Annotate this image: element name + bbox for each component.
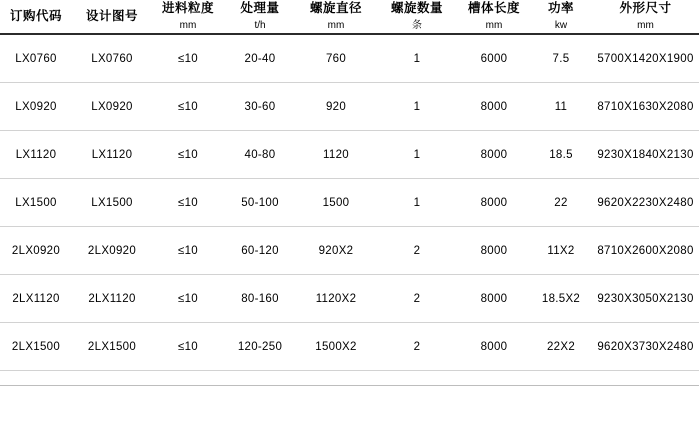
column-header-title: 螺旋直径	[309, 1, 362, 15]
cell-spiral-diameter: 760	[296, 34, 376, 83]
cell-trough-length: 8000	[458, 131, 530, 179]
cell-capacity: 50-100	[224, 179, 296, 227]
cell-trough-length: 6000	[458, 34, 530, 83]
cell-order-code: 2LX0920	[0, 227, 72, 275]
column-header-trough-length	[458, 0, 530, 34]
cell-dimensions: 9620X3730X2480	[592, 323, 699, 371]
table-row	[0, 323, 699, 371]
column-header-title: 螺旋数量	[390, 1, 443, 15]
column-header-spiral-count	[376, 0, 458, 34]
cell-trough-length: 8000	[458, 275, 530, 323]
column-header-title: 设计图号	[85, 8, 138, 23]
cell-spiral-count: 2	[376, 323, 458, 371]
table-header-row	[0, 0, 699, 34]
column-header-unit: mm	[327, 20, 345, 31]
cell-power: 18.5	[530, 131, 592, 179]
table-row	[0, 34, 699, 83]
cell-power: 22X2	[530, 323, 592, 371]
column-header-order-code	[0, 0, 72, 34]
cell-dimensions: 8710X1630X2080	[592, 83, 699, 131]
cell-feed-size: ≤10	[152, 179, 224, 227]
column-header-title: 处理量	[240, 1, 280, 15]
cell-drawing-number: LX0760	[72, 34, 152, 83]
cell-order-code: 2LX1120	[0, 275, 72, 323]
cell-spiral-count: 1	[376, 179, 458, 227]
column-header-unit: kw	[554, 20, 568, 31]
table-row	[0, 131, 699, 179]
cell-spiral-count: 1	[376, 131, 458, 179]
table-row	[0, 227, 699, 275]
column-header-dimensions	[592, 0, 699, 34]
cell-capacity: 80-160	[224, 275, 296, 323]
cell-order-code: 2LX1500	[0, 323, 72, 371]
column-header-title: 槽体长度	[467, 1, 520, 15]
column-header-capacity	[224, 0, 296, 34]
cell-order-code: LX1120	[0, 131, 72, 179]
table-row	[0, 83, 699, 131]
cell-spiral-count: 1	[376, 83, 458, 131]
column-header-feed-size	[152, 0, 224, 34]
column-header-drawing-number	[72, 0, 152, 34]
cell-spiral-diameter: 1120X2	[296, 275, 376, 323]
cell-drawing-number: 2LX1120	[72, 275, 152, 323]
cell-order-code: LX0920	[0, 83, 72, 131]
cell-drawing-number: 2LX1500	[72, 323, 152, 371]
cell-feed-size: ≤10	[152, 227, 224, 275]
cell-feed-size: ≤10	[152, 275, 224, 323]
cell-dimensions: 8710X2600X2080	[592, 227, 699, 275]
table-row	[0, 275, 699, 323]
column-header-spiral-diameter	[296, 0, 376, 34]
cell-spiral-diameter: 920X2	[296, 227, 376, 275]
table-header	[0, 0, 699, 34]
cell-drawing-number: LX1120	[72, 131, 152, 179]
cell-trough-length: 8000	[458, 83, 530, 131]
cell-capacity: 120-250	[224, 323, 296, 371]
column-header-title: 功率	[547, 1, 574, 15]
cell-spiral-count: 1	[376, 34, 458, 83]
cell-feed-size: ≤10	[152, 131, 224, 179]
cell-spiral-diameter: 1500X2	[296, 323, 376, 371]
cell-feed-size: ≤10	[152, 83, 224, 131]
cell-power: 22	[530, 179, 592, 227]
column-header-unit: mm	[179, 20, 197, 31]
column-header-unit: t/h	[254, 20, 266, 31]
table-row	[0, 179, 699, 227]
bottom-divider	[0, 385, 699, 386]
cell-dimensions: 5700X1420X1900	[592, 34, 699, 83]
cell-power: 18.5X2	[530, 275, 592, 323]
cell-dimensions: 9230X1840X2130	[592, 131, 699, 179]
column-header-power	[530, 0, 592, 34]
cell-trough-length: 8000	[458, 179, 530, 227]
cell-capacity: 40-80	[224, 131, 296, 179]
cell-dimensions: 9620X2230X2480	[592, 179, 699, 227]
column-header-title: 进料粒度	[161, 1, 214, 15]
cell-trough-length: 8000	[458, 227, 530, 275]
column-header-title: 外形尺寸	[619, 1, 672, 15]
column-header-unit: mm	[485, 20, 503, 31]
cell-drawing-number: LX0920	[72, 83, 152, 131]
column-header-unit: mm	[637, 20, 654, 31]
column-header-unit: 条	[412, 20, 422, 31]
cell-drawing-number: LX1500	[72, 179, 152, 227]
cell-feed-size: ≤10	[152, 34, 224, 83]
cell-spiral-diameter: 1500	[296, 179, 376, 227]
cell-feed-size: ≤10	[152, 323, 224, 371]
cell-spiral-count: 2	[376, 227, 458, 275]
cell-power: 11	[530, 83, 592, 131]
cell-dimensions: 9230X3050X2130	[592, 275, 699, 323]
column-header-title: 订购代码	[9, 8, 62, 23]
cell-trough-length: 8000	[458, 323, 530, 371]
cell-spiral-count: 2	[376, 275, 458, 323]
cell-order-code: LX1500	[0, 179, 72, 227]
cell-spiral-diameter: 920	[296, 83, 376, 131]
cell-capacity: 30-60	[224, 83, 296, 131]
cell-capacity: 60-120	[224, 227, 296, 275]
cell-drawing-number: 2LX0920	[72, 227, 152, 275]
cell-order-code: LX0760	[0, 34, 72, 83]
cell-power: 7.5	[530, 34, 592, 83]
cell-power: 11X2	[530, 227, 592, 275]
cell-spiral-diameter: 1120	[296, 131, 376, 179]
table-body	[0, 34, 699, 371]
cell-capacity: 20-40	[224, 34, 296, 83]
